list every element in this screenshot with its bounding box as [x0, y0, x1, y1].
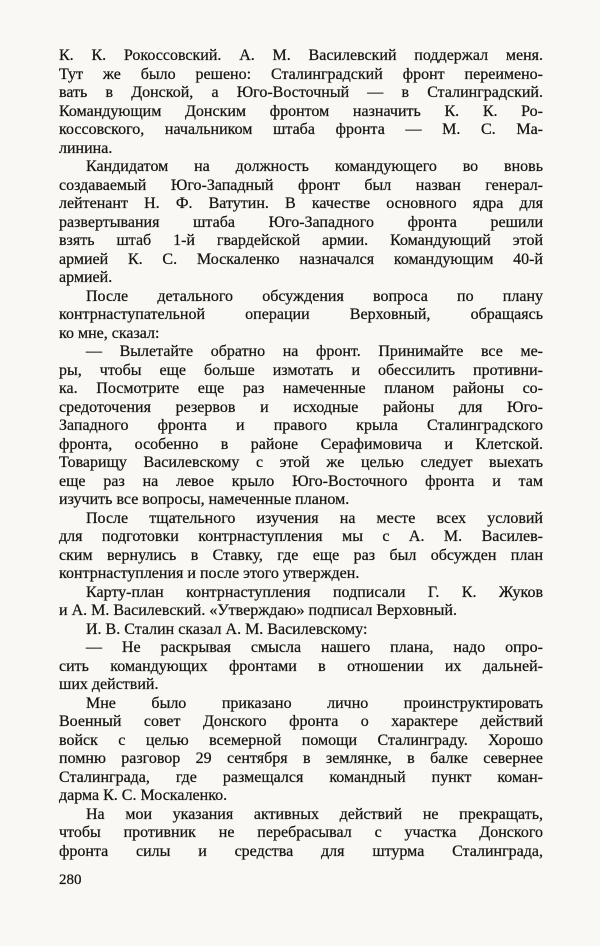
text-line: армией К. С. Москаленко назначался командующим 40-й — [59, 250, 543, 268]
text-line: для подготовки контрнаступления мы с А. М. Василев- — [59, 528, 543, 545]
text-line: ко мне, сказал: — [59, 324, 160, 342]
text-line: фронта, особенно в районе Серафимовича и Клетской. — [59, 435, 543, 453]
text-line: На мои указания активных действий не прекращать, — [86, 805, 543, 823]
text-line: армией. — [59, 269, 113, 286]
text-line: развертывания штаба Юго-Западного фронта решили — [59, 213, 543, 231]
text-line: ших действий. — [59, 676, 159, 693]
text-line: коссовского, начальником штаба фронта — М. С. Ма- — [59, 121, 543, 138]
text-line: дарма К. С. Москаленко. — [59, 787, 228, 804]
text-line: После детального обсуждения вопроса по плану — [86, 287, 543, 305]
text-line: Тут же было решено: Сталинградский фронт переимено- — [59, 65, 543, 83]
text-line: После тщательного изучения на месте всех условий — [86, 509, 543, 527]
text-line: Мне было приказано лично проинструктировать — [86, 694, 543, 712]
paragraph — [59, 47, 543, 158]
text-line: Западного фронта и правого крыла Сталинградского — [59, 417, 543, 434]
text-line: и А. М. Василевский. «Утверждаю» подписал Верховный. — [59, 602, 457, 619]
text-line: Командующим Донским фронтом назначить К. К. Ро- — [59, 102, 543, 120]
text-line: И. В. Сталин сказал А. М. Василевскому: — [86, 620, 368, 638]
text-line: Сталинграда, где размещался командный пункт коман- — [59, 768, 543, 786]
text-line: еще раз на левое крыло Юго-Восточного фронта и там — [59, 472, 543, 490]
paragraph — [59, 639, 543, 695]
text-line: ка. Посмотрите еще раз намеченные планом районы со- — [59, 380, 543, 397]
text-line: чтобы противник не перебрасывал с участка Донского — [59, 824, 543, 841]
text-line: Военный совет Донского фронта о характере действий — [59, 713, 543, 730]
text-line: контрнаступления и после этого утвержден. — [59, 565, 360, 582]
text-line: Товарищу Василевскому с этой же целью следует выехать — [59, 454, 543, 471]
text-line: — Не раскрывая смысла нашего плана, надо опро- — [86, 639, 543, 656]
paragraph — [59, 584, 543, 621]
text-line: лейтенант Н. Ф. Ватутин. В качестве основного ядра для — [59, 195, 543, 212]
paragraph — [59, 510, 543, 584]
text-line: Карту-план контрнаступления подписали Г. К. Жуков — [86, 583, 543, 601]
page-number: 280 — [59, 872, 82, 888]
text-line: создаваемый Юго-Западный фронт был назван генерал- — [59, 176, 543, 194]
text-line: Кандидатом на должность командующего во вновь — [86, 158, 543, 175]
text-line: изучить все вопросы, намеченные планом. — [59, 491, 350, 508]
text-line: войск с целью всемерной помощи Сталинграду. Хорошо — [59, 731, 543, 749]
text-line: К. К. Рокоссовский. А. М. Василевский поддержал меня. — [59, 47, 543, 64]
text-line: ским вернулись в Ставку, где еще раз был обсужден план — [59, 546, 543, 564]
text-line: — Вылетайте обратно на фронт. Принимайте все ме- — [86, 343, 543, 360]
text-line: вать в Донской, а Юго-Восточный — в Сталинградский. — [59, 84, 543, 101]
text-line: ры, чтобы еще больше измотать и обессилить противни- — [59, 361, 543, 379]
paragraph — [59, 695, 543, 806]
paragraph — [59, 158, 543, 288]
text-line: линина. — [59, 139, 113, 157]
text-line: фронта силы и средства для штурма Сталинграда, — [59, 842, 543, 860]
paragraph — [59, 806, 543, 862]
text-line: контрнаступательной операции Верховный, обращаясь — [59, 306, 543, 323]
text-line: взять штаб 1-й гвардейской армии. Командующий этой — [59, 232, 543, 249]
paragraph — [59, 343, 543, 510]
page-text — [59, 47, 543, 861]
paragraph — [59, 288, 543, 344]
text-line: средоточения резервов и исходные районы для Юго- — [59, 398, 543, 416]
text-line: помню разговор 29 сентября в землянке, в балке севернее — [59, 750, 543, 767]
text-line: сить командующих фронтами в отношении их дальней- — [59, 657, 543, 675]
paragraph — [59, 621, 543, 640]
